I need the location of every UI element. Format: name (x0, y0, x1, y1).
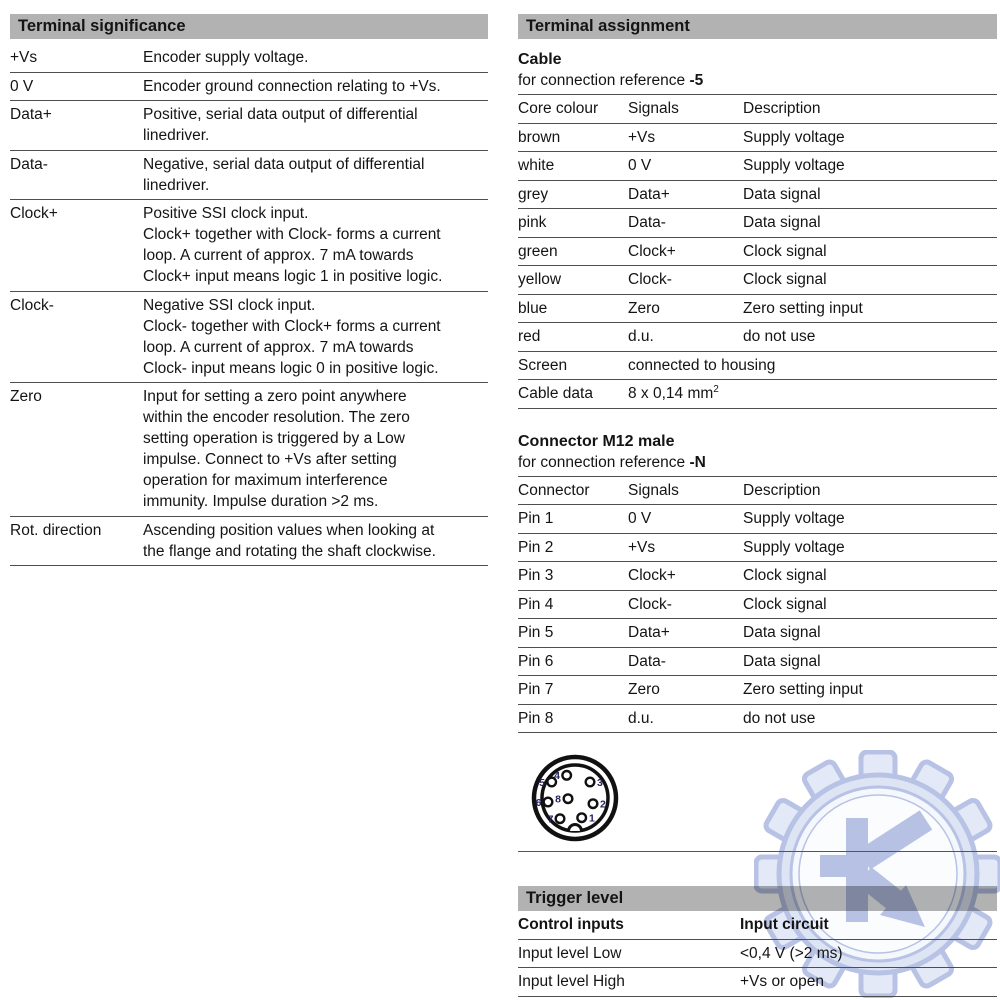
col-header: Core colour (518, 100, 599, 117)
desc-line: Negative, serial data output of differential (143, 155, 425, 173)
desc-line: impulse. Connect to +Vs after setting (143, 451, 397, 468)
table-row: Pin 3 Clock+ Clock signal (518, 562, 997, 591)
connector-title: Connector M12 male (518, 432, 675, 450)
table-header-row (518, 911, 997, 940)
cable-title: Cable (518, 51, 562, 68)
section-divider-rule (518, 851, 997, 852)
section-title: Terminal significance (18, 17, 186, 35)
table-row (10, 383, 488, 517)
term-cell: Clock+ (10, 205, 58, 222)
reference-code: -N (689, 453, 706, 471)
table-row (10, 44, 488, 73)
desc-cell (143, 104, 488, 146)
col-header: Signals (628, 481, 679, 499)
table-row-cable-data: Cable data 8 x 0,14 $mm^2$ (518, 380, 997, 409)
reference-code: -5 (689, 72, 704, 89)
superscript: 2 (713, 383, 719, 395)
connector-table (518, 476, 997, 734)
table-row: Input level Low <0,4 V (>2 ms) (518, 940, 997, 969)
table-header-row (518, 94, 997, 124)
pin-label-6: 6 (535, 797, 542, 809)
desc-line: Positive, serial data output of differential (143, 106, 418, 123)
table-row: yellow Clock- Clock signal (518, 266, 997, 295)
section-title: Terminal assignment (526, 17, 690, 35)
pin-label-8: 8 (555, 793, 561, 806)
term-cell: Rot. direction (10, 521, 102, 539)
keying-notch (569, 825, 582, 832)
term-cell: +Vs (10, 49, 38, 66)
col-header: Description (743, 481, 821, 499)
table-row: grey Data+ Data signal (518, 181, 997, 210)
cable-subsection (518, 49, 997, 409)
table-row: Pin 4 Clock- Clock signal (518, 591, 997, 620)
terminal-assignment-section (518, 14, 997, 997)
terminal-significance-table (10, 44, 488, 566)
desc-line: Positive SSI clock input. (143, 205, 309, 222)
desc-line: Encoder ground connection relating to +Vs. (143, 77, 441, 95)
section-header-terminal-significance (10, 14, 488, 39)
trigger-level-table (518, 911, 997, 997)
term-cell: Data- (10, 155, 48, 173)
desc-line: Clock+ together with Clock- forms a current (143, 226, 441, 243)
desc-line: the flange and rotating the shaft clockwise. (143, 542, 436, 560)
desc-line: loop. A current of approx. 7 mA towards (143, 338, 414, 356)
col-header: Control inputs (518, 916, 624, 933)
pin-3 (586, 778, 595, 787)
term-cell: Zero (10, 388, 42, 405)
table-row: Pin 8 d.u. do not use (518, 705, 997, 734)
table-row: brown +Vs Supply voltage (518, 124, 997, 153)
table-row-screen: Screen connected to housing (518, 352, 997, 381)
table-row (10, 517, 488, 567)
desc-cell (143, 47, 488, 68)
table-row (10, 200, 488, 292)
col-header: Input circuit (740, 916, 829, 933)
col-header: Description (743, 100, 821, 117)
cable-table (518, 94, 997, 409)
pin-label-5: 5 (539, 777, 545, 789)
desc-line: Clock+ input means logic 1 in positive logic. (143, 268, 443, 285)
desc-line: Negative SSI clock input. (143, 296, 316, 314)
pin-label-7: 7 (547, 813, 554, 826)
connector-subsection (518, 431, 997, 734)
table-row (10, 73, 488, 102)
desc-line: Clock- input means logic 0 in positive logic. (143, 359, 439, 377)
desc-line: linedriver. (143, 176, 210, 194)
table-row: Pin 7 Zero Zero setting input (518, 676, 997, 705)
table-row: blue Zero Zero setting input (518, 295, 997, 324)
desc-line: operation for maximum interference (143, 472, 388, 489)
desc-line: setting operation is triggered by a Low (143, 430, 405, 447)
desc-cell (143, 76, 488, 97)
table-row (10, 292, 488, 384)
col-header: Signals (628, 100, 679, 117)
table-row: Input level High +Vs or open (518, 968, 997, 997)
term-cell: 0 V (10, 77, 34, 95)
desc-line: Input for setting a zero point anywhere (143, 388, 407, 405)
pin-7 (556, 814, 565, 823)
desc-cell (143, 154, 488, 196)
table-row: Pin 6 Data- Data signal (518, 648, 997, 677)
table-row: Pin 1 0 V Supply voltage (518, 505, 997, 534)
section-title: Trigger level (526, 889, 624, 907)
desc-line: Ascending position values when looking at (143, 521, 435, 539)
table-row (10, 101, 488, 151)
reference-prefix: for connection reference (518, 453, 690, 471)
desc-cell (143, 295, 488, 379)
pin-8 (564, 794, 573, 803)
pin-label-2: 2 (600, 798, 606, 811)
table-row: white 0 V Supply voltage (518, 152, 997, 181)
desc-line: within the encoder resolution. The zero (143, 409, 410, 426)
desc-cell (143, 386, 488, 512)
pin-4 (562, 771, 571, 780)
desc-cell (143, 520, 488, 562)
term-cell: Clock- (10, 296, 54, 314)
table-row: red d.u. do not use (518, 323, 997, 352)
terminal-significance-section (10, 14, 488, 566)
table-row: green Clock+ Clock signal (518, 238, 997, 267)
table-row: pink Data- Data signal (518, 209, 997, 238)
pin-6 (544, 798, 553, 807)
desc-cell (143, 203, 488, 287)
cable-connection-reference (518, 70, 997, 91)
section-header-trigger-level (518, 886, 997, 911)
pin-label-4: 4 (554, 770, 560, 782)
desc-line: immunity. Impulse duration >2 ms. (143, 493, 379, 510)
cable-data-value: 8 x 0,14 $mm^2$ (628, 383, 719, 402)
desc-line: Encoder supply voltage. (143, 49, 309, 66)
pin-2 (589, 799, 598, 808)
m12-pinout-diagram (522, 752, 632, 848)
desc-line: loop. A current of approx. 7 mA towards (143, 247, 414, 264)
desc-line: linedriver. (143, 127, 210, 144)
pin-label-3: 3 (597, 777, 603, 789)
col-header: Connector (518, 481, 590, 499)
desc-line: Clock- together with Clock+ forms a current (143, 317, 441, 335)
section-header-terminal-assignment (518, 14, 997, 39)
table-row: Pin 5 Data+ Data signal (518, 619, 997, 648)
pin-1 (577, 813, 586, 822)
reference-prefix: for connection reference (518, 72, 690, 89)
connector-connection-reference (518, 452, 997, 473)
table-header-row (518, 476, 997, 506)
table-row: Pin 2 +Vs Supply voltage (518, 534, 997, 563)
term-cell: Data+ (10, 106, 52, 123)
pin-label-1: 1 (589, 812, 595, 825)
table-row (10, 151, 488, 201)
